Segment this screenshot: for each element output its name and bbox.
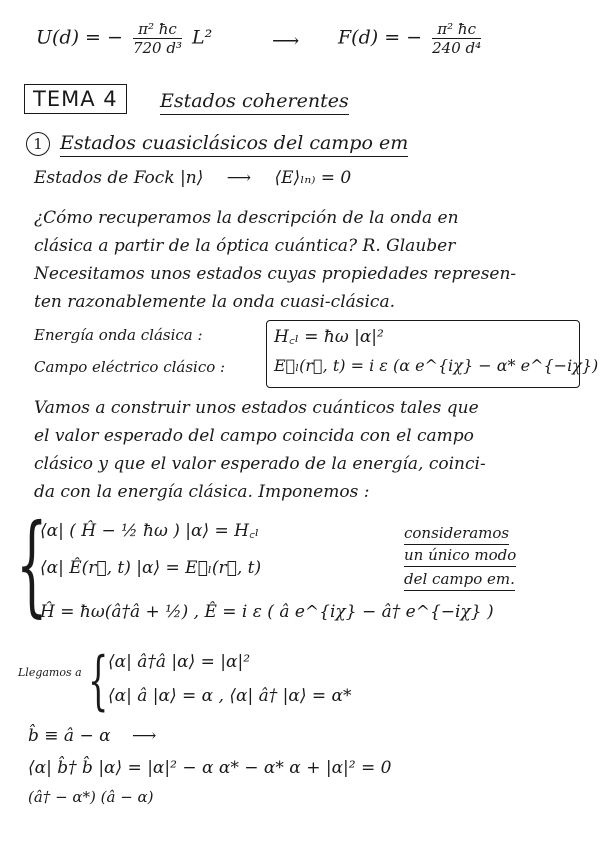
u-lhs: U(d) = − <box>36 26 123 49</box>
para2-line-4: da con la energía clásica. Imponemos : <box>34 482 370 502</box>
b-expectation-eq: ⟨α| b̂† b̂ |α⟩ = |α|² − α α* − α* α + |α|² = 0 <box>28 758 392 778</box>
field-label: Campo eléctrico clásico : <box>34 358 226 376</box>
u-tail: L² <box>192 26 213 49</box>
para1-line-2: clásica a partir de la óptica cuántica? R. Glauber <box>34 236 456 256</box>
para1-line-3: Necesitamos unos estados cuyas propiedades represen- <box>34 264 517 284</box>
tema-title: Estados coherentes <box>160 90 349 115</box>
section-1-heading <box>26 132 408 156</box>
note-line-3: del campo em. <box>404 570 515 591</box>
energy-label: Energía onda clásica : <box>34 326 203 344</box>
tema-label-box: TEMA 4 <box>24 84 127 114</box>
b-definition-arrow: ⟶ <box>132 726 157 746</box>
f-numerator: π² ħc <box>432 20 481 39</box>
section-number-circle: 1 <box>26 132 50 156</box>
llegamos-brace: { <box>88 644 109 718</box>
para1-line-4: ten razonablemente la onda cuasi-clásica. <box>34 292 395 312</box>
field-equation: E꜀ₗ(r⃗, t) = i ε (α e^{iχ} − α* e^{−iχ}) <box>274 356 599 375</box>
llegamos-eq-1: ⟨α| â†â |α⟩ = |α|² <box>108 652 251 672</box>
b-definition-eq: b̂ ≡ â − α <box>28 726 111 746</box>
f-fraction <box>432 20 481 57</box>
para2-line-1: Vamos a construir unos estados cuánticos tales que <box>34 398 479 418</box>
fock-states-line <box>34 168 351 188</box>
note-line-1: consideramos <box>404 524 509 545</box>
f-lhs: F(d) = − <box>338 26 423 49</box>
f-denominator: 240 d⁴ <box>432 39 482 57</box>
fock-text: Estados de Fock |n⟩ <box>34 168 204 188</box>
u-fraction <box>133 20 182 57</box>
fock-result: ⟨E⟩ₗₙ₎ = 0 <box>274 168 352 188</box>
para2-line-3: clásico y que el valor esperado de la energía, coinci- <box>34 454 486 474</box>
system-eq-3: Ĥ = ħω(â†â + ½) , Ê = i ε ( â e^{iχ} − â† e^{−iχ} ) <box>40 602 494 622</box>
system-eq-2: ⟨α| Ê(r⃗, t) |α⟩ = E꜀ₗ(r⃗, t) <box>40 558 262 578</box>
energy-equation: H꜀ₗ = ħω |α|² <box>274 327 384 347</box>
fock-arrow: ⟶ <box>226 168 252 188</box>
llegamos-label: Llegamos a <box>18 666 82 679</box>
para2-line-2: el valor esperado del campo coincida con el campo <box>34 426 474 446</box>
u-numerator: π² ħc <box>133 20 182 39</box>
b-expectation-substitution: (â† − α*) (â − α) <box>28 788 154 806</box>
llegamos-eq-2: ⟨α| â |α⟩ = α , ⟨α| â† |α⟩ = α* <box>108 686 352 706</box>
casimir-force-equation <box>338 20 485 57</box>
implies-arrow: ⟶ <box>272 30 300 52</box>
system-brace: { <box>16 500 48 628</box>
u-denominator: 720 d³ <box>132 39 182 57</box>
casimir-energy-equation <box>36 20 212 57</box>
b-definition <box>28 726 156 746</box>
system-eq-1: ⟨α| ( Ĥ − ½ ħω ) |α⟩ = H꜀ₗ <box>40 521 260 541</box>
section-1-title: Estados cuasiclásicos del campo em <box>60 132 408 157</box>
para1-line-1: ¿Cómo recuperamos la descripción de la onda en <box>34 208 459 228</box>
note-line-2: un único modo <box>404 546 516 567</box>
